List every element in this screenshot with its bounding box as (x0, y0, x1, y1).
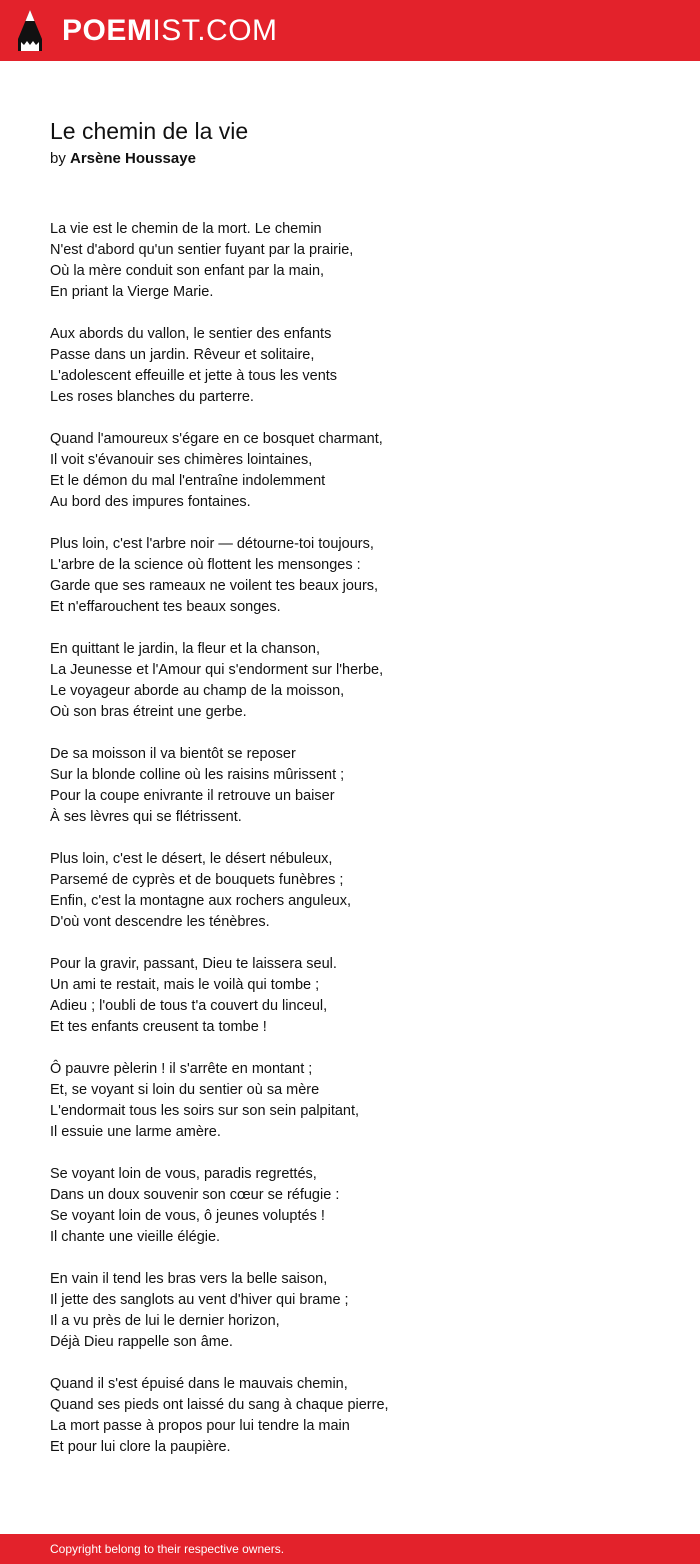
poem-line: N'est d'abord qu'un sentier fuyant par la prairie, (50, 242, 354, 258)
poem-line: La Jeunesse et l'Amour qui s'endorment sur l'herbe, (50, 662, 384, 678)
poem-title: Le chemin de la vie (50, 118, 249, 144)
poem-line: En priant la Vierge Marie. (50, 284, 214, 300)
stanza (50, 534, 670, 618)
poem-line: Déjà Dieu rappelle son âme. (50, 1334, 233, 1350)
poem-line: Sur la blonde colline où les raisins mûrissent ; (50, 767, 345, 783)
poem-line: Enfin, c'est la montagne aux rochers anguleux, (50, 893, 352, 909)
poem-line: Et le démon du mal l'entraîne indolemment (50, 473, 326, 489)
stanza (50, 1059, 670, 1143)
site-logo[interactable] (62, 13, 278, 49)
poem-line: Pour la coupe enivrante il retrouve un baiser (50, 788, 335, 804)
poem-line: En vain il tend les bras vers la belle saison, (50, 1271, 328, 1287)
poem-line: Il a vu près de lui le dernier horizon, (50, 1313, 280, 1329)
poem-line: Et n'effarouchent tes beaux songes. (50, 599, 281, 615)
poem-line: Il chante une vieille élégie. (50, 1229, 221, 1245)
poem-line: Les roses blanches du parterre. (50, 389, 254, 405)
stanza (50, 744, 670, 828)
poem-line: Pour la gravir, passant, Dieu te laissera seul. (50, 956, 337, 972)
stanza (50, 324, 670, 408)
poem-line: Le voyageur aborde au champ de la moisson, (50, 683, 345, 699)
poem-line: La vie est le chemin de la mort. Le chemin (50, 221, 322, 237)
poem-line: Il jette des sanglots au vent d'hiver qui brame ; (50, 1292, 349, 1308)
author-name: Arsène Houssaye (70, 150, 196, 167)
poem-line: Dans un doux souvenir son cœur se réfugie : (50, 1187, 340, 1203)
poem-line: Passe dans un jardin. Rêveur et solitaire, (50, 347, 315, 363)
poem-line: L'endormait tous les soirs sur son sein palpitant, (50, 1103, 360, 1119)
site-header (0, 0, 700, 61)
poem-line: L'adolescent effeuille et jette à tous les vents (50, 368, 338, 384)
pencil-icon[interactable] (17, 9, 43, 52)
poem-line: Adieu ; l'oubli de tous t'a couvert du linceul, (50, 998, 328, 1014)
poem-line: Il essuie une larme amère. (50, 1124, 221, 1140)
logo-text-strong: POEM (62, 14, 153, 47)
poem-line: Un ami te restait, mais le voilà qui tombe ; (50, 977, 320, 993)
poem-line: Garde que ses rameaux ne voilent tes beaux jours, (50, 578, 379, 594)
poem-line: Et, se voyant si loin du sentier où sa mère (50, 1082, 320, 1098)
poem-line: Et pour lui clore la paupière. (50, 1439, 231, 1455)
stanza (50, 429, 670, 513)
poem-line: Aux abords du vallon, le sentier des enfants (50, 326, 332, 342)
poem-line: Où son bras étreint une gerbe. (50, 704, 247, 720)
logo-text-light: IST.COM (152, 14, 278, 47)
poem-line: En quittant le jardin, la fleur et la chanson, (50, 641, 321, 657)
poem-line: Parsemé de cyprès et de bouquets funèbres ; (50, 872, 344, 888)
poem-line: Se voyant loin de vous, ô jeunes voluptés ! (50, 1208, 325, 1224)
poem-line: Ô pauvre pèlerin ! il s'arrête en montant ; (50, 1061, 313, 1077)
poem-line: Plus loin, c'est l'arbre noir — détourne-toi toujours, (50, 536, 374, 552)
poem-line: Il voit s'évanouir ses chimères lointaines, (50, 452, 313, 468)
poem-line: L'arbre de la science où flottent les mensonges : (50, 557, 361, 573)
copyright-text: Copyright belong to their respective owners. (50, 1542, 285, 1556)
stanza (50, 639, 670, 723)
poem-line: Quand ses pieds ont laissé du sang à chaque pierre, (50, 1397, 389, 1413)
poem-body (50, 219, 670, 1479)
stanza (50, 219, 670, 303)
poem-line: À ses lèvres qui se flétrissent. (50, 809, 242, 825)
poem-line: Quand l'amoureux s'égare en ce bosquet charmant, (50, 431, 383, 447)
poem-line: Et tes enfants creusent ta tombe ! (50, 1019, 267, 1035)
byline (50, 148, 196, 170)
stanza (50, 954, 670, 1038)
poem-line: Se voyant loin de vous, paradis regrettés, (50, 1166, 317, 1182)
stanza (50, 1269, 670, 1353)
poem-line: Où la mère conduit son enfant par la main, (50, 263, 325, 279)
poem-line: Au bord des impures fontaines. (50, 494, 251, 510)
stanza (50, 849, 670, 933)
poem-line: De sa moisson il va bientôt se reposer (50, 746, 296, 762)
site-footer (0, 1534, 700, 1564)
stanza (50, 1164, 670, 1248)
poem-line: La mort passe à propos pour lui tendre la main (50, 1418, 350, 1434)
stanza (50, 1374, 670, 1458)
poem-line: Plus loin, c'est le désert, le désert nébuleux, (50, 851, 333, 867)
by-label: by (50, 150, 66, 167)
poem-line: Quand il s'est épuisé dans le mauvais chemin, (50, 1376, 348, 1392)
poem-line: D'où vont descendre les ténèbres. (50, 914, 270, 930)
